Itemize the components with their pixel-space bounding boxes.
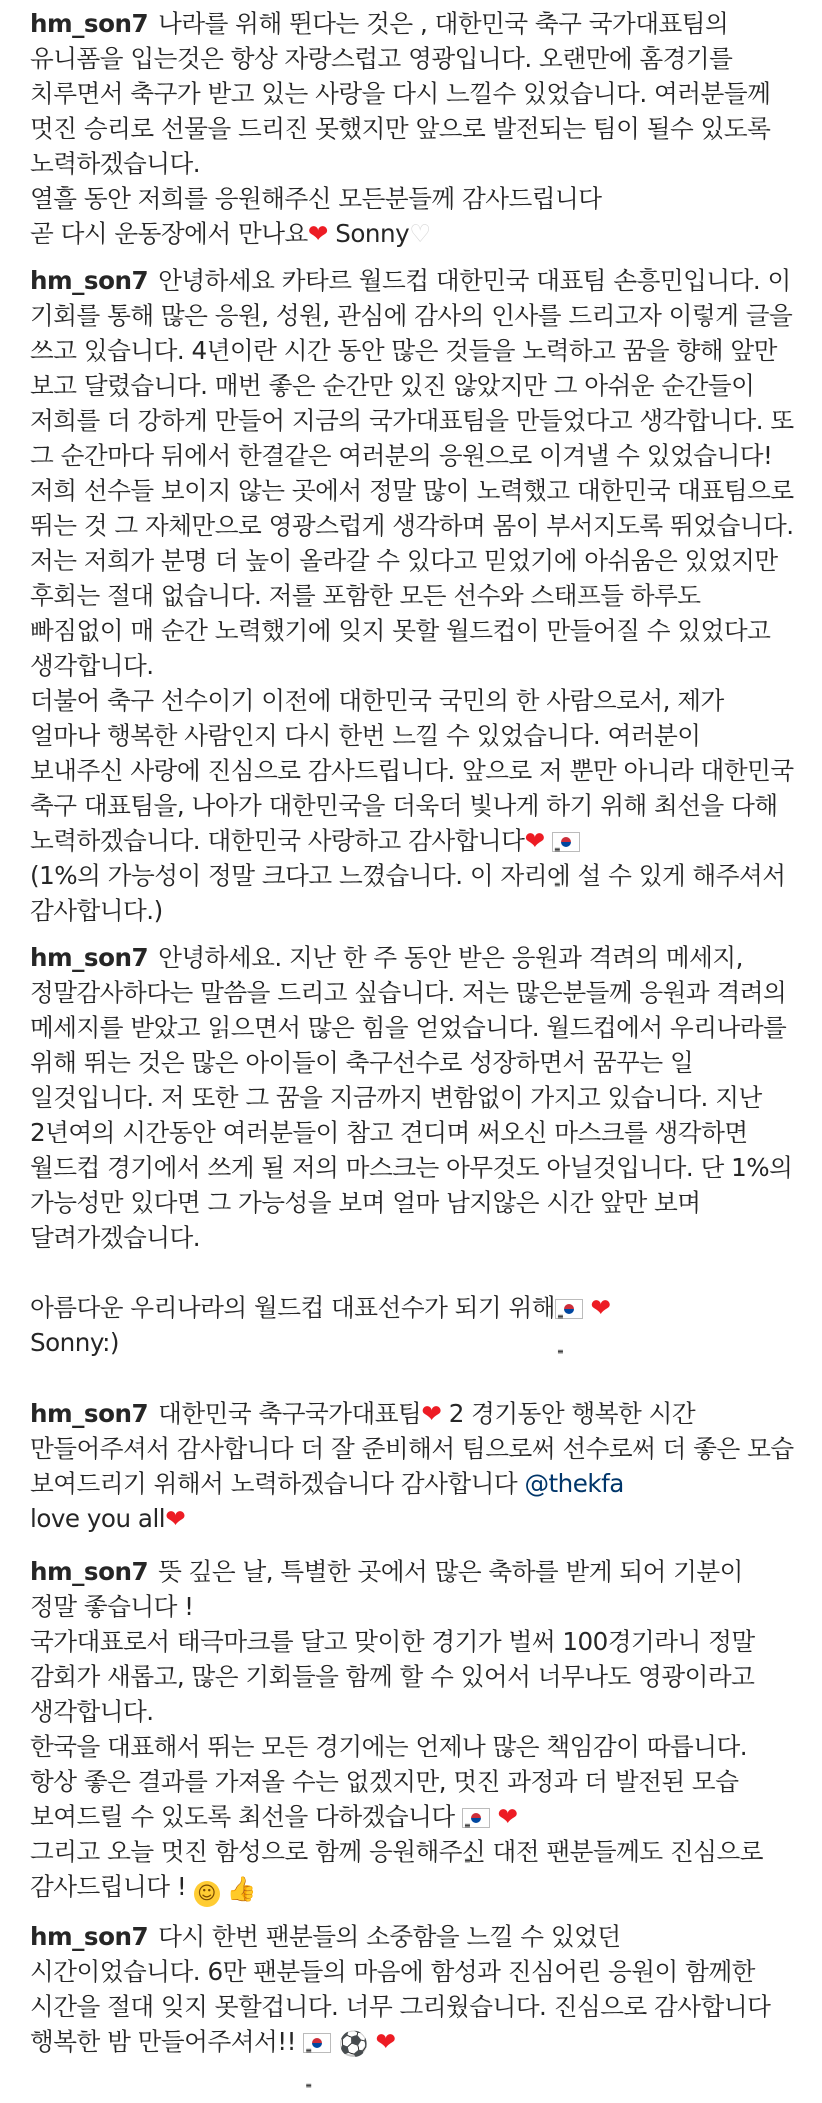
caption-paragraph [30, 1729, 796, 1834]
caption-text: 대한민국 축구국가대표팀 [158, 1399, 422, 1428]
korea-flag-icon [552, 832, 580, 852]
red-heart-icon: ❤ [375, 2027, 396, 2056]
signature-text: Sonny [335, 219, 410, 248]
caption-post-5 [30, 1554, 796, 1907]
caption-paragraph [30, 1396, 796, 1501]
caption-paragraph [30, 6, 796, 181]
mention-link[interactable]: @thekfa [524, 1469, 624, 1498]
caption-text: 2 경기동안 행복한 시간 만들어주셔서 감사합니다 더 잘 준비해서 팀으로써 선수로써 더 좋은 모습 보여드리기 위해서 노력하겠습니다 감사합니다 [30, 1399, 794, 1498]
caption-paragraph [30, 1919, 796, 2024]
caption-text: 더불어 축구 선수이기 이전에 대한민국 국민의 한 사람으로서, 제가 얼마나 행복한 사람인지 다시 한번 느낄 수 있었습니다. 여러분이 보내주신 사랑에 진심으로 감사드립니다. 앞으로 저 뿐만 아니라 대한민국 축구 대표팀을, 나아가 대한민국을 더욱더 빛나게 하기 위해 최선을 다해 노력하겠습니다. 대한민국 사랑하고 감사합니다 [30, 686, 794, 855]
caption-text: 행복한 밤 만들어주셔서!! [30, 2027, 296, 2056]
caption-post-2 [30, 263, 796, 928]
username-link[interactable]: hm_son7 [30, 9, 149, 38]
caption-paragraph [30, 1554, 796, 1624]
caption-text: 저희 선수들 보이지 않는 곳에서 정말 많이 노력했고 대한민국 대표팀으로 뛰는 것 그 자체만으로 영광스럽게 생각하며 몸이 부서지도록 뛰었습니다. 저는 저희가 분명 더 높이 올라갈 수 있다고 믿었기에 아쉬움은 있었지만 후회는 절대 없습니다. 저를 포함한 모든 선수와 스태프들 하루도 빠짐없이 매 순간 노력했기에 잊지 못할 월드컵이 만들어질 수 있었다고 생각합니다. [30, 476, 794, 680]
caption-paragraph [30, 1290, 796, 1325]
caption-text: 나라를 위해 뛴다는 것은 , 대한민국 축구 국가대표팀의 유니폼을 입는것은 항상 자랑스럽고 영광입니다. 오랜만에 홈경기를 치루면서 축구가 받고 있는 사랑을 다시 느낄수 있었습니다. 여러분들께 멋진 승리로 선물을 드리진 못했지만 앞으로 발전되는 팀이 될수 있도록 노력하겠습니다. [30, 9, 771, 178]
red-heart-icon: ❤ [497, 1802, 518, 1831]
red-heart-icon: ❤ [165, 1504, 186, 1533]
soccer-ball-icon: ⚽ [338, 2030, 368, 2058]
red-heart-icon: ❤ [590, 1293, 611, 1322]
caption-text: 뜻 깊은 날, 특별한 곳에서 많은 축하를 받게 되어 기분이 정말 좋습니다 ! [30, 1557, 743, 1621]
caption-text: 안녕하세요 카타르 월드컵 대한민국 대표팀 손흥민입니다. 이 기회를 통해 많은 응원, 성원, 관심에 감사의 인사를 드리고자 이렇게 글을 쓰고 있습니다. 4년이란 시간 동안 많은 것들을 노력하고 꿈을 향해 앞만 보고 달렸습니다. 매번 좋은 순간만 있진 않았지만 그 아쉬운 순간들이 저희를 더 강하게 만들어 지금의 국가대표팀을 만들었다고 생각합니다. 또 그 순간마다 뒤에서 한결같은 여러분의 응원으로 이겨낼 수 있었습니다! [30, 266, 794, 470]
korea-flag-icon [462, 1808, 490, 1828]
caption-paragraph [30, 1501, 796, 1536]
caption-text: love you all [30, 1504, 166, 1533]
caption-text: 안녕하세요. 지난 한 주 동안 받은 응원과 격려의 메세지, 정말감사하다는 말씀을 드리고 싶습니다. 저는 많은분들께 응원과 격려의 메세지를 받았고 읽으면서 많은 힘을 얻었습니다. 월드컵에서 우리나라를 위해 뛰는 것은 많은 아이들이 축구선수로 성장하면서 꿈꾸는 일 일것입니다. 저 또한 그 꿈을 지금까지 변함없이 가지고 있습니다. 지난 2년여의 시간동안 여러분들이 참고 견디며 써오신 마스크를 생각하면 월드컵 경기에서 쓰게 될 저의 마스크는 아무것도 아닐것입니다. 단 1%의 가능성만 있다면 그 가능성을 보며 얼마 남지않은 시간 앞만 보며 달려가겠습니다. [30, 943, 793, 1252]
red-heart-icon: ❤ [307, 219, 328, 248]
username-link[interactable]: hm_son7 [30, 1922, 149, 1951]
caption-text: 그리고 오늘 멋진 함성으로 함께 응원해주신 대전 팬분들께도 진심으로 감사드립니다 ! [30, 1837, 764, 1901]
korea-flag-icon [303, 2033, 331, 2053]
caption-paragraph [30, 1834, 796, 1907]
caption-post-4 [30, 1396, 796, 1536]
caption-text: (1%의 가능성이 정말 크다고 느꼈습니다. 이 자리에 설 수 있게 해주셔서 감사합니다.) [30, 861, 786, 925]
username-link[interactable]: hm_son7 [30, 266, 149, 295]
caption-post-6 [30, 1919, 796, 2062]
smile-icon: ☺ [194, 1881, 220, 1907]
caption-text: 열흘 동안 저희를 응원해주신 모든분들께 감사드립니다 [30, 184, 602, 213]
korea-flag-icon [555, 1299, 583, 1319]
caption-text: 다시 한번 팬분들의 소중함을 느낄 수 있었던 시간이었습니다. 6만 팬분들의 마음에 함성과 진심어린 응원이 함께한 시간을 절대 잊지 못할겁니다. 너무 그리웠습니다. 진심으로 감사합니다 [30, 1922, 771, 2021]
username-link[interactable]: hm_son7 [30, 1557, 149, 1586]
caption-paragraph [30, 263, 796, 473]
caption-post-1 [30, 0, 796, 251]
caption-text: 곧 다시 운동장에서 만나요 [30, 219, 308, 248]
caption-paragraph [30, 216, 796, 251]
signature-text: Sonny:) [30, 1328, 119, 1357]
caption-paragraph [30, 683, 796, 858]
red-heart-icon: ❤ [524, 826, 545, 855]
caption-text: 국가대표로서 태극마크를 달고 맞이한 경기가 벌써 100경기라니 정말 감회가 새롭고, 많은 기회들을 함께 할 수 있어서 너무나도 영광이라고 생각합니다. [30, 1627, 755, 1726]
caption-text: 아름다운 우리나라의 월드컵 대표선수가 되기 위해 [30, 1293, 555, 1322]
caption-post-3 [30, 940, 796, 1360]
username-link[interactable]: hm_son7 [30, 943, 149, 972]
caption-text: 한국을 대표해서 뛰는 모든 경기에는 언제나 많은 책임감이 따릅니다. 항상 좋은 결과를 가져올 수는 없겠지만, 멋진 과정과 더 발전된 모습 보여드릴 수 있도록 최선을 다하겠습니다 [30, 1732, 748, 1831]
caption-paragraph [30, 2024, 796, 2062]
username-link[interactable]: hm_son7 [30, 1399, 149, 1428]
caption-paragraph [30, 940, 796, 1255]
thumbs-up-icon: 👍 [226, 1875, 257, 1903]
red-heart-icon: ❤ [421, 1399, 442, 1428]
white-heart-icon: ♡ [409, 219, 431, 248]
